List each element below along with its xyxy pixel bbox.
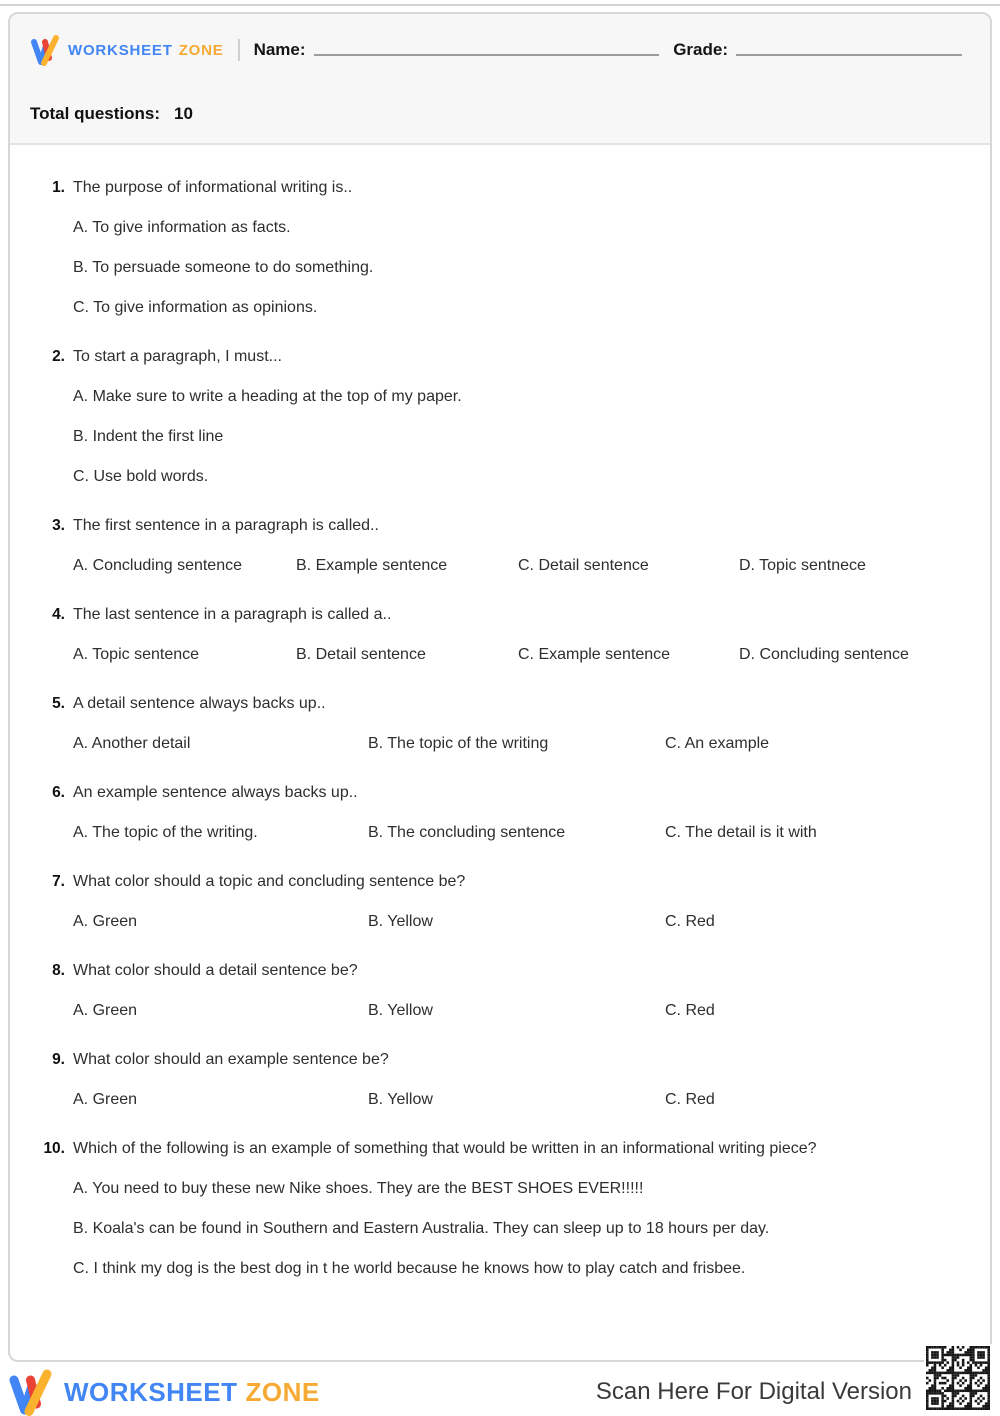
question-number: 3. bbox=[52, 517, 65, 534]
question-number: 8. bbox=[52, 962, 65, 979]
question-4 bbox=[38, 605, 976, 665]
option: B. Yellow bbox=[368, 913, 433, 930]
option: C. Red bbox=[665, 913, 715, 930]
question-2 bbox=[38, 347, 976, 487]
question-text: An example sentence always backs up.. bbox=[73, 784, 358, 801]
option: C. Red bbox=[665, 1091, 715, 1108]
worksheetzone-logo-footer bbox=[8, 1368, 320, 1416]
brand-zone: ZONE bbox=[245, 1376, 320, 1407]
question-number: 6. bbox=[52, 784, 65, 801]
option: A. Topic sentence bbox=[73, 646, 200, 663]
option: A. Concluding sentence bbox=[73, 557, 242, 574]
worksheetzone-logo bbox=[30, 34, 224, 66]
scan-here-text: Scan Here For Digital Version bbox=[595, 1378, 912, 1405]
option: B. Yellow bbox=[368, 1002, 433, 1019]
option: B. To persuade someone to do something. bbox=[73, 259, 374, 276]
question-text: What color should an example sentence be? bbox=[73, 1051, 389, 1068]
question-1 bbox=[38, 178, 976, 318]
option: B. Example sentence bbox=[296, 557, 448, 574]
option: B. The concluding sentence bbox=[368, 824, 566, 841]
question-text: Which of the following is an example of something that would be written in an informational writing piece? bbox=[73, 1140, 817, 1157]
question-5 bbox=[38, 694, 976, 754]
option: B. Koala's can be found in Southern and Eastern Australia. They can sleep up to 18 hours per day. bbox=[73, 1220, 770, 1237]
grade-label: Grade: bbox=[673, 40, 728, 59]
option: A. The topic of the writing. bbox=[73, 824, 258, 841]
option: C. Example sentence bbox=[518, 646, 671, 663]
grade-blank-line bbox=[736, 44, 962, 56]
question-number: 9. bbox=[52, 1051, 65, 1068]
name-label: Name: bbox=[253, 40, 306, 59]
question-3 bbox=[38, 516, 976, 576]
option: C. Use bold words. bbox=[73, 468, 209, 485]
question-9 bbox=[38, 1050, 976, 1110]
question-number: 2. bbox=[52, 348, 65, 365]
option: A. You need to buy these new Nike shoes. They are the BEST SHOES EVER!!!!! bbox=[73, 1180, 644, 1197]
qr-code bbox=[924, 1344, 992, 1412]
option: A. Green bbox=[73, 1002, 138, 1019]
questions-list bbox=[10, 145, 990, 1279]
brand-zone: ZONE bbox=[178, 41, 224, 59]
option: B. The topic of the writing bbox=[368, 735, 549, 752]
question-text: A detail sentence always backs up.. bbox=[73, 695, 326, 712]
worksheet-card bbox=[8, 12, 992, 1362]
option: D. Concluding sentence bbox=[739, 646, 909, 663]
question-number: 4. bbox=[52, 606, 65, 623]
option: B. Indent the first line bbox=[73, 428, 224, 445]
option: A. Make sure to write a heading at the top of my paper. bbox=[73, 388, 462, 405]
question-text: The first sentence in a paragraph is called.. bbox=[73, 517, 379, 534]
option: C. An example bbox=[665, 735, 770, 752]
option: C. The detail is it with bbox=[665, 824, 817, 841]
option: B. Yellow bbox=[368, 1091, 433, 1108]
question-6 bbox=[38, 783, 976, 843]
option: D. Topic sentnece bbox=[739, 557, 866, 574]
brand-worksheet: WORKSHEET bbox=[68, 41, 173, 59]
question-10 bbox=[38, 1139, 976, 1279]
option: A. Green bbox=[73, 913, 138, 930]
brand-worksheet: WORKSHEET bbox=[64, 1376, 238, 1407]
header-divider bbox=[238, 39, 240, 61]
name-blank-line bbox=[314, 44, 660, 56]
worksheetzone-logo-icon bbox=[8, 1368, 56, 1416]
question-number: 1. bbox=[52, 179, 65, 196]
question-number: 7. bbox=[52, 873, 65, 890]
question-number: 5. bbox=[52, 695, 65, 712]
option: C. I think my dog is the best dog in t he world because he knows how to play catch and frisbee. bbox=[73, 1260, 746, 1277]
option: A. To give information as facts. bbox=[73, 219, 291, 236]
option: C. To give information as opinions. bbox=[73, 299, 318, 316]
total-questions-value: 10 bbox=[174, 104, 193, 123]
question-text: What color should a detail sentence be? bbox=[73, 962, 358, 979]
page-top-rule bbox=[0, 4, 1000, 6]
question-text: What color should a topic and concluding sentence be? bbox=[73, 873, 466, 890]
worksheetzone-logo-icon bbox=[30, 34, 62, 66]
option: C. Red bbox=[665, 1002, 715, 1019]
option: A. Green bbox=[73, 1091, 138, 1108]
total-questions-label: Total questions: bbox=[30, 104, 161, 123]
option: B. Detail sentence bbox=[296, 646, 426, 663]
total-questions bbox=[30, 104, 962, 124]
question-8 bbox=[38, 961, 976, 1021]
question-text: The last sentence in a paragraph is called a.. bbox=[73, 606, 392, 623]
option: A. Another detail bbox=[73, 735, 191, 752]
page-footer bbox=[8, 1366, 992, 1414]
question-7 bbox=[38, 872, 976, 932]
option: C. Detail sentence bbox=[518, 557, 649, 574]
question-text: The purpose of informational writing is.. bbox=[73, 179, 353, 196]
question-number: 10. bbox=[43, 1140, 65, 1157]
worksheet-header bbox=[10, 14, 990, 145]
question-text: To start a paragraph, I must... bbox=[73, 348, 282, 365]
